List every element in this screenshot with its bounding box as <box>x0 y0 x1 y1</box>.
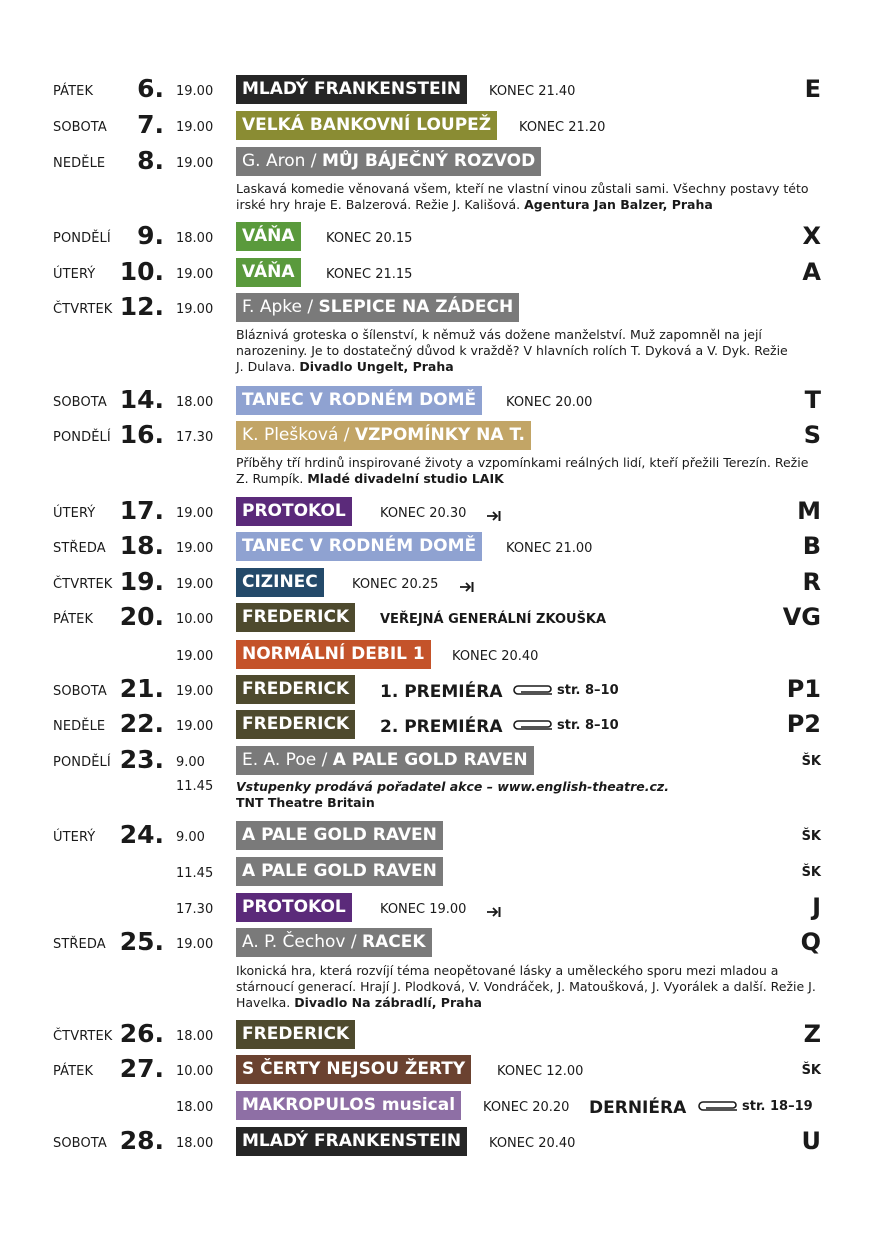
start-time: 17.30 <box>176 430 214 445</box>
schedule-row <box>0 75 874 105</box>
subscription-code: Q <box>800 928 821 956</box>
page-reference-text: str. 18–19 <box>742 1098 813 1114</box>
show-title[interactable] <box>236 710 355 739</box>
show-title[interactable] <box>236 111 497 140</box>
end-info: KONEC 21.40 <box>489 84 576 99</box>
title-text: FREDERICK <box>242 1024 350 1044</box>
start-time: 18.00 <box>176 1029 214 1044</box>
start-time: 19.00 <box>176 156 214 171</box>
date-number: 25. <box>119 927 164 956</box>
date-number: 12. <box>119 292 164 321</box>
desc-racek: Ikonická hra, která rozvíjí téma neopětované lásky a uměleckého sporu mezi mladou a stárnoucí generací. Hrají J. Plodková, V. Vondráček, J. Matoušková, J. Vyorálek a další. Režie J. Havelka. Divadlo Na zábradlí, Praha <box>236 963 816 1010</box>
date-number: 7. <box>137 110 164 139</box>
start-time: 10.00 <box>176 1064 214 1079</box>
title-text: RACEK <box>362 932 426 952</box>
start-time: 19.00 <box>176 719 214 734</box>
show-title[interactable] <box>236 532 482 561</box>
end-icon-wrap <box>459 578 475 597</box>
show-title[interactable] <box>236 1091 461 1120</box>
title-text: MLADÝ FRANKENSTEIN <box>242 1131 462 1151</box>
schedule-row <box>0 1020 874 1050</box>
show-title[interactable] <box>236 1055 471 1084</box>
date-number: 18. <box>119 531 164 560</box>
start-time: 19.00 <box>176 937 214 952</box>
date-number: 19. <box>119 567 164 596</box>
desc-a-pale-gold-raven: Vstupenky prodává pořadatel akce – www.english-theatre.cz. TNT Theatre Britain <box>236 779 669 810</box>
start-time: 18.00 <box>176 1100 214 1115</box>
subscription-code: ŠK <box>801 865 821 880</box>
show-title[interactable] <box>236 821 443 850</box>
paperclip-icon <box>512 719 554 731</box>
date-number: 28. <box>119 1126 164 1155</box>
schedule-row <box>0 893 874 923</box>
start-time: 9.00 <box>176 755 205 770</box>
title-text: FREDERICK <box>242 679 350 699</box>
weekday: PÁTEK <box>53 612 94 627</box>
title-text: A PALE GOLD RAVEN <box>242 825 437 845</box>
show-title[interactable] <box>236 222 301 251</box>
schedule-row <box>0 821 874 851</box>
schedule-row <box>0 1091 874 1121</box>
subscription-code: A <box>802 258 821 286</box>
schedule-row <box>0 857 874 887</box>
subscription-code: U <box>801 1127 821 1155</box>
title-text: VELKÁ BANKOVNÍ LOUPEŽ <box>242 115 492 135</box>
show-title[interactable] <box>236 640 431 669</box>
end-info: KONEC 21.15 <box>326 267 413 282</box>
subscription-code: E <box>804 75 821 103</box>
start-time: 19.00 <box>176 84 214 99</box>
schedule-row <box>0 147 874 177</box>
title-text: TANEC V RODNÉM DOMĚ <box>242 390 477 410</box>
schedule-row <box>0 386 874 416</box>
title-text: A PALE GOLD RAVEN <box>332 750 528 770</box>
start-time: 19.00 <box>176 120 214 135</box>
title-text: MAKROPULOS musical <box>242 1095 456 1115</box>
weekday: NEDĚLE <box>53 719 106 734</box>
page-reference-text: str. 8–10 <box>557 682 619 698</box>
weekday: ÚTERÝ <box>53 267 96 282</box>
weekday: SOBOTA <box>53 120 107 135</box>
show-title[interactable] <box>236 293 519 322</box>
title-text: A PALE GOLD RAVEN <box>242 861 437 881</box>
schedule-row <box>0 928 874 958</box>
desc-slepice-na-zadech: Bláznivá groteska o šílenství, k němuž vás dožene manželství. Muž zapomněl na její narozeniny. Je to dostatečný důvod k vraždě? V hlavních rolích T. Dyková a V. Dyk. Režie J. Dulava. Divadlo Ungelt, Praha <box>236 327 788 374</box>
show-title[interactable] <box>236 928 432 957</box>
weekday: PONDĚLÍ <box>53 755 111 770</box>
schedule-row <box>0 222 874 252</box>
weekday: ČTVRTEK <box>53 302 113 317</box>
schedule-row <box>0 675 874 705</box>
page-reference-text: str. 8–10 <box>557 717 619 733</box>
title-text: FREDERICK <box>242 607 350 627</box>
end-icon-wrap <box>486 507 502 526</box>
show-title[interactable] <box>236 568 324 597</box>
title-text: TANEC V RODNÉM DOMĚ <box>242 536 477 556</box>
weekday: PONDĚLÍ <box>53 231 111 246</box>
subscription-code: ŠK <box>801 1063 821 1078</box>
schedule-row <box>0 603 874 633</box>
end-info: KONEC 20.25 <box>352 577 439 592</box>
weekday: PÁTEK <box>53 1064 94 1079</box>
weekday: ČTVRTEK <box>53 577 113 592</box>
desc-muj-bajecny-rozvod: Laskavá komedie věnovaná všem, kteří ne vlastní vinou zůstali sami. Všechny postavy této irské hry hraje E. Balzerová. Režie J. Kališová. Agentura Jan Balzer, Praha <box>236 181 809 212</box>
skip-to-end-icon <box>459 581 475 593</box>
date-number: 9. <box>137 221 164 250</box>
weekday: SOBOTA <box>53 684 107 699</box>
show-title[interactable] <box>236 1020 355 1049</box>
date-number: 23. <box>119 745 164 774</box>
schedule-row <box>0 421 874 451</box>
weekday: STŘEDA <box>53 541 106 556</box>
start-time: 11.45 <box>176 866 214 881</box>
subscription-code: X <box>802 222 821 250</box>
title-text: MŮJ BÁJEČNÝ ROZVOD <box>321 151 536 171</box>
weekday: SOBOTA <box>53 395 107 410</box>
date-number: 22. <box>119 709 164 738</box>
start-time: 19.00 <box>176 267 214 282</box>
date-number: 17. <box>119 496 164 525</box>
end-info: 2. PREMIÉRA <box>380 717 503 737</box>
start-time: 9.00 <box>176 830 205 845</box>
show-title[interactable] <box>236 893 352 922</box>
start-time: 19.00 <box>176 684 214 699</box>
title-text: VÁŇA <box>242 226 295 246</box>
schedule-row <box>0 746 874 776</box>
weekday: PONDĚLÍ <box>53 430 111 445</box>
title-text: VZPOMÍNKY NA T. <box>354 425 525 445</box>
end-icon-wrap <box>486 903 502 922</box>
schedule-row <box>0 293 874 323</box>
subscription-code: J <box>812 893 821 921</box>
subscription-code: R <box>802 568 821 596</box>
title-text: SLEPICE NA ZÁDECH <box>318 297 514 317</box>
date-number: 6. <box>137 74 164 103</box>
start-time: 18.00 <box>176 1136 214 1151</box>
paperclip-icon <box>697 1100 739 1112</box>
title-text: CIZINEC <box>242 572 318 592</box>
schedule-row <box>0 1127 874 1157</box>
end-info: KONEC 12.00 <box>497 1064 584 1079</box>
show-title[interactable] <box>236 857 443 886</box>
end-info: KONEC 21.00 <box>506 541 593 556</box>
date-number: 16. <box>119 420 164 449</box>
date-number: 20. <box>119 602 164 631</box>
show-title[interactable] <box>236 147 541 176</box>
subscription-code: M <box>797 497 821 525</box>
end-info: KONEC 20.40 <box>489 1136 576 1151</box>
title-text: PROTOKOL <box>242 897 346 917</box>
weekday: ÚTERÝ <box>53 506 96 521</box>
start-time: 19.00 <box>176 506 214 521</box>
weekday: ÚTERÝ <box>53 830 96 845</box>
end-info: KONEC 20.30 <box>380 506 467 521</box>
title-text: NORMÁLNÍ DEBIL 1 <box>242 644 425 664</box>
weekday: PÁTEK <box>53 84 94 99</box>
schedule-row <box>0 640 874 670</box>
skip-to-end-icon <box>486 906 502 918</box>
end-info: KONEC 20.15 <box>326 231 413 246</box>
start-time: 19.00 <box>176 577 214 592</box>
date-number: 27. <box>119 1054 164 1083</box>
show-title[interactable] <box>236 1127 467 1156</box>
weekday: ČTVRTEK <box>53 1029 113 1044</box>
date-number: 14. <box>119 385 164 414</box>
author: K. Plešková / <box>242 425 355 445</box>
end-info: KONEC 21.20 <box>519 120 606 135</box>
end-info: KONEC 20.40 <box>452 649 539 664</box>
schedule-row <box>0 497 874 527</box>
end-info: KONEC 20.00 <box>506 395 593 410</box>
weekday: SOBOTA <box>53 1136 107 1151</box>
schedule-row <box>0 1055 874 1085</box>
weekday: STŘEDA <box>53 937 106 952</box>
subscription-code: T <box>804 386 821 414</box>
subscription-code: ŠK <box>801 754 821 769</box>
start-time: 10.00 <box>176 612 214 627</box>
paperclip-icon <box>512 684 554 696</box>
schedule-row <box>0 111 874 141</box>
show-title[interactable] <box>236 497 352 526</box>
subscription-code: VG <box>782 603 821 631</box>
show-title[interactable] <box>236 746 534 775</box>
show-title[interactable] <box>236 386 482 415</box>
title-text: FREDERICK <box>242 714 350 734</box>
start-time: 19.00 <box>176 541 214 556</box>
subscription-code: P1 <box>786 675 821 703</box>
title-text: PROTOKOL <box>242 501 346 521</box>
show-title[interactable] <box>236 675 355 704</box>
end-info: KONEC 19.00 <box>380 902 467 917</box>
date-number: 10. <box>119 257 164 286</box>
title-text: VÁŇA <box>242 262 295 282</box>
start-time: 17.30 <box>176 902 214 917</box>
schedule-row <box>0 568 874 598</box>
show-title[interactable] <box>236 258 301 287</box>
show-title[interactable] <box>236 421 531 450</box>
date-number: 21. <box>119 674 164 703</box>
author: G. Aron / <box>242 151 322 171</box>
schedule-row <box>0 710 874 740</box>
subscription-code: P2 <box>786 710 821 738</box>
schedule-row <box>0 258 874 288</box>
start-time: 19.00 <box>176 649 214 664</box>
start-time: 18.00 <box>176 231 214 246</box>
date-number: 8. <box>137 146 164 175</box>
author: A. P. Čechov / <box>242 932 362 952</box>
date-number: 26. <box>119 1019 164 1048</box>
author: E. A. Poe / <box>242 750 333 770</box>
subscription-code: ŠK <box>801 829 821 844</box>
start-time: 18.00 <box>176 395 214 410</box>
subscription-code: Z <box>803 1020 821 1048</box>
derniera-label: DERNIÉRA <box>589 1098 687 1118</box>
date-number: 24. <box>119 820 164 849</box>
show-title[interactable] <box>236 75 467 104</box>
page-reference <box>512 710 619 740</box>
show-title[interactable] <box>236 603 355 632</box>
desc-vzpominky-na-t: Příběhy tří hrdinů inspirované životy a vzpomínkami reálných lidí, kteří přežili Terezín. Režie Z. Rumpík. Mladé divadelní studio LAIK <box>236 455 809 486</box>
end-info: 1. PREMIÉRA <box>380 682 503 702</box>
weekday: NEDĚLE <box>53 156 106 171</box>
raven-second-time: 11.45 <box>176 779 214 794</box>
page-reference <box>697 1091 813 1121</box>
schedule-row <box>0 532 874 562</box>
subscription-code: B <box>802 532 821 560</box>
end-info: VEŘEJNÁ GENERÁLNÍ ZKOUŠKA <box>380 612 607 627</box>
page-reference <box>512 675 619 705</box>
subscription-code: S <box>803 421 821 449</box>
title-text: MLADÝ FRANKENSTEIN <box>242 79 462 99</box>
end-info: KONEC 20.20 <box>483 1100 570 1115</box>
title-text: S ČERTY NEJSOU ŽERTY <box>242 1059 466 1079</box>
skip-to-end-icon <box>486 510 502 522</box>
author: F. Apke / <box>242 297 319 317</box>
start-time: 19.00 <box>176 302 214 317</box>
